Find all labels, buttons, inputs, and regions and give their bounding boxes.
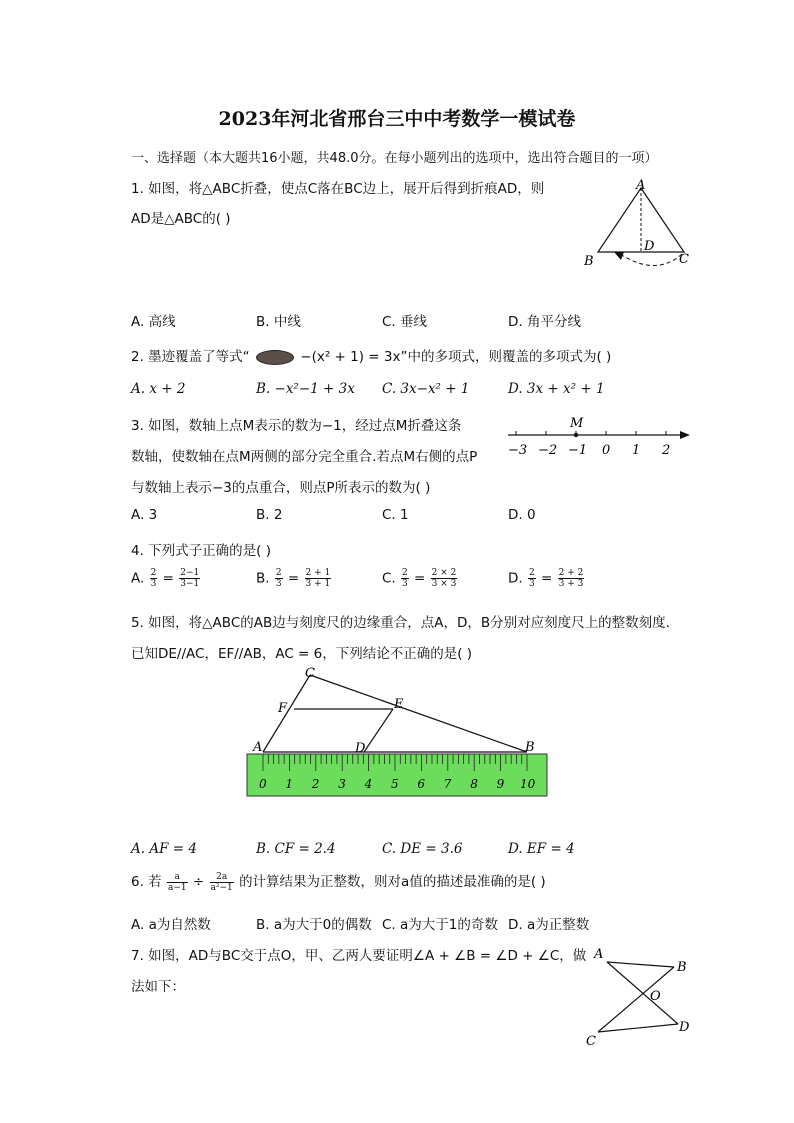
fraction: $\frac{2}{3}$ xyxy=(275,568,282,589)
segment-cd xyxy=(598,1024,678,1032)
fold-arc xyxy=(620,254,682,266)
q6-option-d[interactable]: D. a为正整数 xyxy=(508,917,590,933)
label-b: B xyxy=(584,254,594,269)
fraction: $\frac{2}{3}$ xyxy=(528,568,535,589)
q4-option-c[interactable]: C. $\frac{2}{3}$ = $\frac{2 \times 2}{3 \times 3}$ xyxy=(382,568,457,589)
label-o: O xyxy=(650,989,661,1004)
q7-crossing-figure xyxy=(580,942,700,1052)
q1-option-b[interactable]: B. 中线 xyxy=(256,314,301,330)
q1-stem-line1: 1. 如图，将△ABC折叠，使点C落在BC边上，展开后得到折痕AD，则 xyxy=(131,181,545,197)
q5-stem-line1: 5. 如图，将△ABC的AB边与刻度尺的边缘重合，点A，D，B分别对应刻度尺上的整数刻度. xyxy=(131,615,670,631)
q1-option-c[interactable]: C. 垂线 xyxy=(382,314,428,330)
ruler-number: 8 xyxy=(470,777,478,791)
q4-option-b[interactable]: B. $\frac{2}{3}$ = $\frac{2 + 1}{3 + 1}$ xyxy=(256,568,331,589)
q2-option-c[interactable]: C. 3x−x² + 1 xyxy=(382,381,470,397)
label-a: A xyxy=(594,947,604,962)
q3-stem-line1: 3. 如图，数轴上点M表示的数为−1，经过点M折叠这条 xyxy=(131,418,462,434)
axis-arrow xyxy=(680,431,690,439)
q3-number-line xyxy=(500,412,695,462)
label-c: C xyxy=(305,666,315,681)
label-a: A xyxy=(636,178,646,193)
q3-option-a[interactable]: A. 3 xyxy=(131,507,158,523)
ruler-number: 1 xyxy=(285,777,294,791)
q5-option-d[interactable]: D. EF = 4 xyxy=(508,841,575,857)
q5-option-b[interactable]: B. CF = 2.4 xyxy=(256,841,336,857)
fraction-a-over-a-minus-1: $\frac{a}{a-1}$ xyxy=(167,871,187,893)
q2-option-d[interactable]: D. 3x + x² + 1 xyxy=(508,381,605,397)
q1-stem-line2: AD是△ABC的( ) xyxy=(131,211,231,227)
q5-option-c[interactable]: C. DE = 3.6 xyxy=(382,841,463,857)
segment-de xyxy=(364,709,393,752)
label-e: E xyxy=(394,697,404,712)
fraction: $\frac{2 \times 2}{3 \times 3}$ xyxy=(431,568,457,589)
label-d: D xyxy=(644,239,655,254)
q1-option-a[interactable]: A. 高线 xyxy=(131,314,176,330)
q3-stem-line3: 与数轴上表示−3的点重合，则点P所表示的数为( ) xyxy=(131,480,431,496)
side-cb xyxy=(310,675,527,752)
fraction: $\frac{2}{3}$ xyxy=(402,568,408,589)
segment-ab xyxy=(607,962,674,967)
q3-option-d[interactable]: D. 0 xyxy=(508,507,536,523)
q5-option-a[interactable]: A. AF = 4 xyxy=(131,841,197,857)
q6-option-a[interactable]: A. a为自然数 xyxy=(131,917,211,933)
axis-tick-label: 2 xyxy=(662,443,671,458)
fraction-2a-over-a2-minus-1: $\frac{2a}{\text{a²−1}}$ xyxy=(210,871,233,893)
q2-option-a[interactable]: A. x + 2 xyxy=(131,381,186,397)
ruler-number: 10 xyxy=(520,777,536,791)
q1-triangle-figure xyxy=(576,172,696,272)
label-m: M xyxy=(570,416,584,431)
label-f: F xyxy=(278,701,288,716)
q5-stem-line2: 已知DE//AC，EF//AB，AC = 6，下列结论不正确的是( ) xyxy=(131,646,473,662)
ruler-number: 4 xyxy=(364,777,373,791)
fraction: $\frac{2-1}{3-1}$ xyxy=(180,568,200,589)
fraction: $\frac{2}{3}$ xyxy=(150,568,157,589)
section-heading: 一、选择题（本大题共16小题，共48.0分。在每小题列出的选项中，选出符合题目的一项） xyxy=(131,151,658,166)
q4-stem: 4. 下列式子正确的是( ) xyxy=(131,543,271,559)
ruler-number: 7 xyxy=(443,777,452,791)
segment-bc xyxy=(598,967,674,1032)
q6-option-c[interactable]: C. a为大于1的奇数 xyxy=(382,917,498,933)
q6-option-b[interactable]: B. a为大于0的偶数 xyxy=(256,917,372,933)
q1-option-d[interactable]: D. 角平分线 xyxy=(508,314,581,330)
q4-option-d[interactable]: D. $\frac{2}{3}$ = $\frac{2 + 2}{3 + 3}$ xyxy=(508,568,584,589)
axis-tick-label: −2 xyxy=(538,443,558,458)
q3-stem-line2: 数轴，使数轴在点M两侧的部分完全重合.若点M右侧的点P xyxy=(131,449,478,465)
label-b: B xyxy=(525,740,535,755)
label-d: D xyxy=(679,1020,690,1035)
ruler-number: 2 xyxy=(311,777,320,791)
q4-option-a[interactable]: A. $\frac{2}{3}$ = $\frac{2-1}{3-1}$ xyxy=(131,568,200,589)
label-c: C xyxy=(586,1034,596,1049)
q3-option-c[interactable]: C. 1 xyxy=(382,507,409,523)
label-c: C xyxy=(679,252,689,267)
q2-prefix: 2. 墨迹覆盖了等式“ xyxy=(131,349,250,365)
fraction: $\frac{2 + 1}{3 + 1}$ xyxy=(305,568,331,589)
q2-stem xyxy=(131,345,611,365)
point-m xyxy=(574,433,578,437)
page-title: 2023年河北省邢台三中中考数学一模试卷 xyxy=(218,108,576,130)
q5-ruler-figure xyxy=(240,665,560,805)
q7-stem-line2: 法如下： xyxy=(131,979,185,995)
fraction: $\frac{2 + 2}{3 + 3}$ xyxy=(558,568,584,589)
q3-option-b[interactable]: B. 2 xyxy=(256,507,283,523)
axis-tick-label: −1 xyxy=(568,443,588,458)
ruler-number: 3 xyxy=(338,777,346,791)
axis-tick-label: 1 xyxy=(632,443,641,458)
axis-tick-label: 0 xyxy=(602,443,611,458)
axis-tick-label: −3 xyxy=(508,443,528,458)
label-a: A xyxy=(253,740,263,755)
q7-stem-line1: 7. 如图，AD与BC交于点O，甲、乙两人要证明∠A + ∠B = ∠D + ∠C，做 xyxy=(131,948,587,964)
q6-stem: 6. 若 $\frac{a}{a-1}$ ÷ $\frac{2a}{\text{a²−1}}$ 的计算结果为正整数，则对a值的描述最准确的是( ) xyxy=(131,871,546,893)
q2-suffix: −(x² + 1) = 3x”中的多项式，则覆盖的多项式为( ) xyxy=(300,349,612,365)
arrow-head xyxy=(614,252,624,260)
ruler-number: 0 xyxy=(259,777,267,791)
label-b: B xyxy=(677,960,687,975)
ruler-number: 5 xyxy=(391,777,399,791)
label-d: D xyxy=(355,741,366,756)
ruler-number: 9 xyxy=(496,777,505,791)
ink-blot-icon xyxy=(256,350,294,365)
q2-option-b[interactable]: B. −x²−1 + 3x xyxy=(256,381,355,397)
ruler-number: 6 xyxy=(417,777,426,791)
